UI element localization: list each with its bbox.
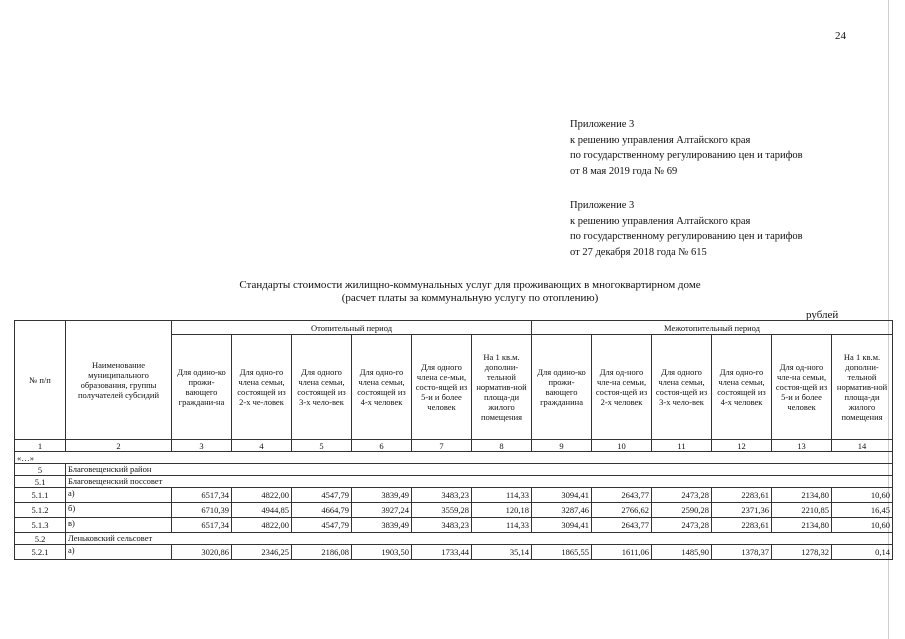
row-number: 5.1 [15,476,66,488]
header-number: № п/п [15,321,66,440]
value-cell: 114,33 [472,518,532,533]
header-name: Наименование муниципального образования, группы получателей субсидий [66,321,172,440]
value-cell: 4822,00 [232,518,292,533]
value-cell: 114,33 [472,488,532,503]
header-nonheating-col: Для одного члена семьи, состоя-щей из 3-х чело-век [652,335,712,440]
value-cell: 2473,28 [652,518,712,533]
header-nonheating-col: На 1 кв.м. дополни-тельной норматив-ной площа-ди жилого помещения [832,335,893,440]
column-number: 6 [352,440,412,452]
value-cell: 1278,32 [772,545,832,560]
column-number-row [15,440,893,452]
value-cell: 16,45 [832,503,893,518]
column-number: 9 [532,440,592,452]
value-cell: 35,14 [472,545,532,560]
appendix-previous [570,198,803,260]
header-heating-col: Для одно-го члена семьи, состоящей из 4-х человек [352,335,412,440]
value-cell: 1378,37 [712,545,772,560]
appendix-previous-line-1: Приложение 3 [570,200,635,211]
value-cell: 2473,28 [652,488,712,503]
column-number: 14 [832,440,893,452]
value-cell: 2590,28 [652,503,712,518]
row-number: 5.2 [15,533,66,545]
column-number: 1 [15,440,66,452]
section-name: Леньковский сельсовет [66,533,893,545]
value-cell: 10,60 [832,518,893,533]
value-cell: 1903,50 [352,545,412,560]
appendix-current-line-4: от 8 мая 2019 года № 69 [570,165,678,177]
value-cell: 120,18 [472,503,532,518]
value-cell: 0,14 [832,545,893,560]
column-number: 5 [292,440,352,452]
unit-label: рублей [806,309,839,321]
column-number: 13 [772,440,832,452]
value-cell: 6517,34 [172,518,232,533]
value-cell: 1733,44 [412,545,472,560]
group-label: в) [66,518,172,533]
document-title-line-1: Стандарты стоимости жилищно-коммунальных услуг для проживающих в многоквартирном доме [239,279,701,291]
column-number: 2 [66,440,172,452]
column-number: 3 [172,440,232,452]
value-cell: 2371,36 [712,503,772,518]
header-nonheating-period: Межотопительный период [532,321,893,335]
table-row [15,503,893,518]
value-cell: 3020,86 [172,545,232,560]
column-number: 7 [412,440,472,452]
row-number: 5.1.3 [15,518,66,533]
column-number: 11 [652,440,712,452]
row-number: 5 [15,464,66,476]
value-cell: 2134,80 [772,518,832,533]
appendix-previous-line-2: к решению управления Алтайского края [570,215,751,227]
standards-table [14,320,893,560]
header-heating-col: Для одного члена се-мьи, состо-ящей из 5-и и более человек [412,335,472,440]
row-number: 5.1.1 [15,488,66,503]
header-heating-col: Для одного члена семьи, состоящей из 3-х чело-век [292,335,352,440]
column-number: 4 [232,440,292,452]
value-cell: 1485,90 [652,545,712,560]
value-cell: 3483,23 [412,488,472,503]
header-heating-col: Для одно-го члена семьи, состоящей из 2-х че-ловек [232,335,292,440]
appendix-current-line-2: к решению управления Алтайского края [570,134,751,146]
group-label: а) [66,488,172,503]
appendix-current [570,117,803,179]
table-row [15,518,893,533]
column-number: 10 [592,440,652,452]
value-cell: 3483,23 [412,518,472,533]
section-row [15,533,893,545]
appendix-current-line-1: Приложение 3 [570,119,635,130]
value-cell: 1865,55 [532,545,592,560]
header-nonheating-col: Для од-ного чле-на семьи, состоя-щей из 2-х человек [592,335,652,440]
section-name: Благовещенский район [66,464,893,476]
value-cell: 3559,28 [412,503,472,518]
header-nonheating-col: Для од-ного чле-на семьи, состоя-щей из 5-и и более человек [772,335,832,440]
value-cell: 4944,85 [232,503,292,518]
table-row [15,488,893,503]
value-cell: 4822,00 [232,488,292,503]
page-number: 24 [835,30,846,42]
value-cell: 3839,49 [352,488,412,503]
ellipsis-row [15,452,893,464]
appendix-previous-line-3: по государственному регулированию цен и тарифов [570,231,803,242]
header-heating-period: Отопительный период [172,321,532,335]
value-cell: 3094,41 [532,518,592,533]
header-nonheating-col: Для одно-го члена семьи, состоящей из 4-х человек [712,335,772,440]
header-nonheating-col: Для одино-ко прожи-вающего гражданина [532,335,592,440]
value-cell: 2643,77 [592,518,652,533]
value-cell: 6710,39 [172,503,232,518]
value-cell: 2283,61 [712,488,772,503]
value-cell: 3927,24 [352,503,412,518]
value-cell: 2134,80 [772,488,832,503]
header-heating-col: Для одино-ко прожи-вающего граждани-на [172,335,232,440]
value-cell: 2283,61 [712,518,772,533]
value-cell: 3839,49 [352,518,412,533]
value-cell: 2346,25 [232,545,292,560]
value-cell: 4664,79 [292,503,352,518]
row-number: 5.1.2 [15,503,66,518]
value-cell: 4547,79 [292,518,352,533]
value-cell: 2186,08 [292,545,352,560]
group-label: б) [66,503,172,518]
value-cell: 1611,06 [592,545,652,560]
table-body [15,440,893,560]
section-row [15,464,893,476]
table-row [15,545,893,560]
value-cell: 3287,46 [532,503,592,518]
document-title-line-2: (расчет платы за коммунальную услугу по отоплению) [341,292,599,304]
value-cell: 4547,79 [292,488,352,503]
section-name: Благовещенский поссовет [66,476,893,488]
appendix-current-line-3: по государственному регулированию цен и тарифов [570,150,803,161]
document-title [160,279,780,305]
value-cell: 6517,34 [172,488,232,503]
ellipsis-cell: «…» [15,452,893,464]
column-number: 12 [712,440,772,452]
value-cell: 3094,41 [532,488,592,503]
header-heating-col: На 1 кв.м. дополни-тельной норматив-ной площа-ди жилого помещения [472,335,532,440]
column-number: 8 [472,440,532,452]
value-cell: 2766,62 [592,503,652,518]
value-cell: 2643,77 [592,488,652,503]
group-label: а) [66,545,172,560]
value-cell: 10,60 [832,488,893,503]
appendix-previous-line-4: от 27 декабря 2018 года № 615 [570,246,707,258]
section-row [15,476,893,488]
value-cell: 2210,85 [772,503,832,518]
row-number: 5.2.1 [15,545,66,560]
